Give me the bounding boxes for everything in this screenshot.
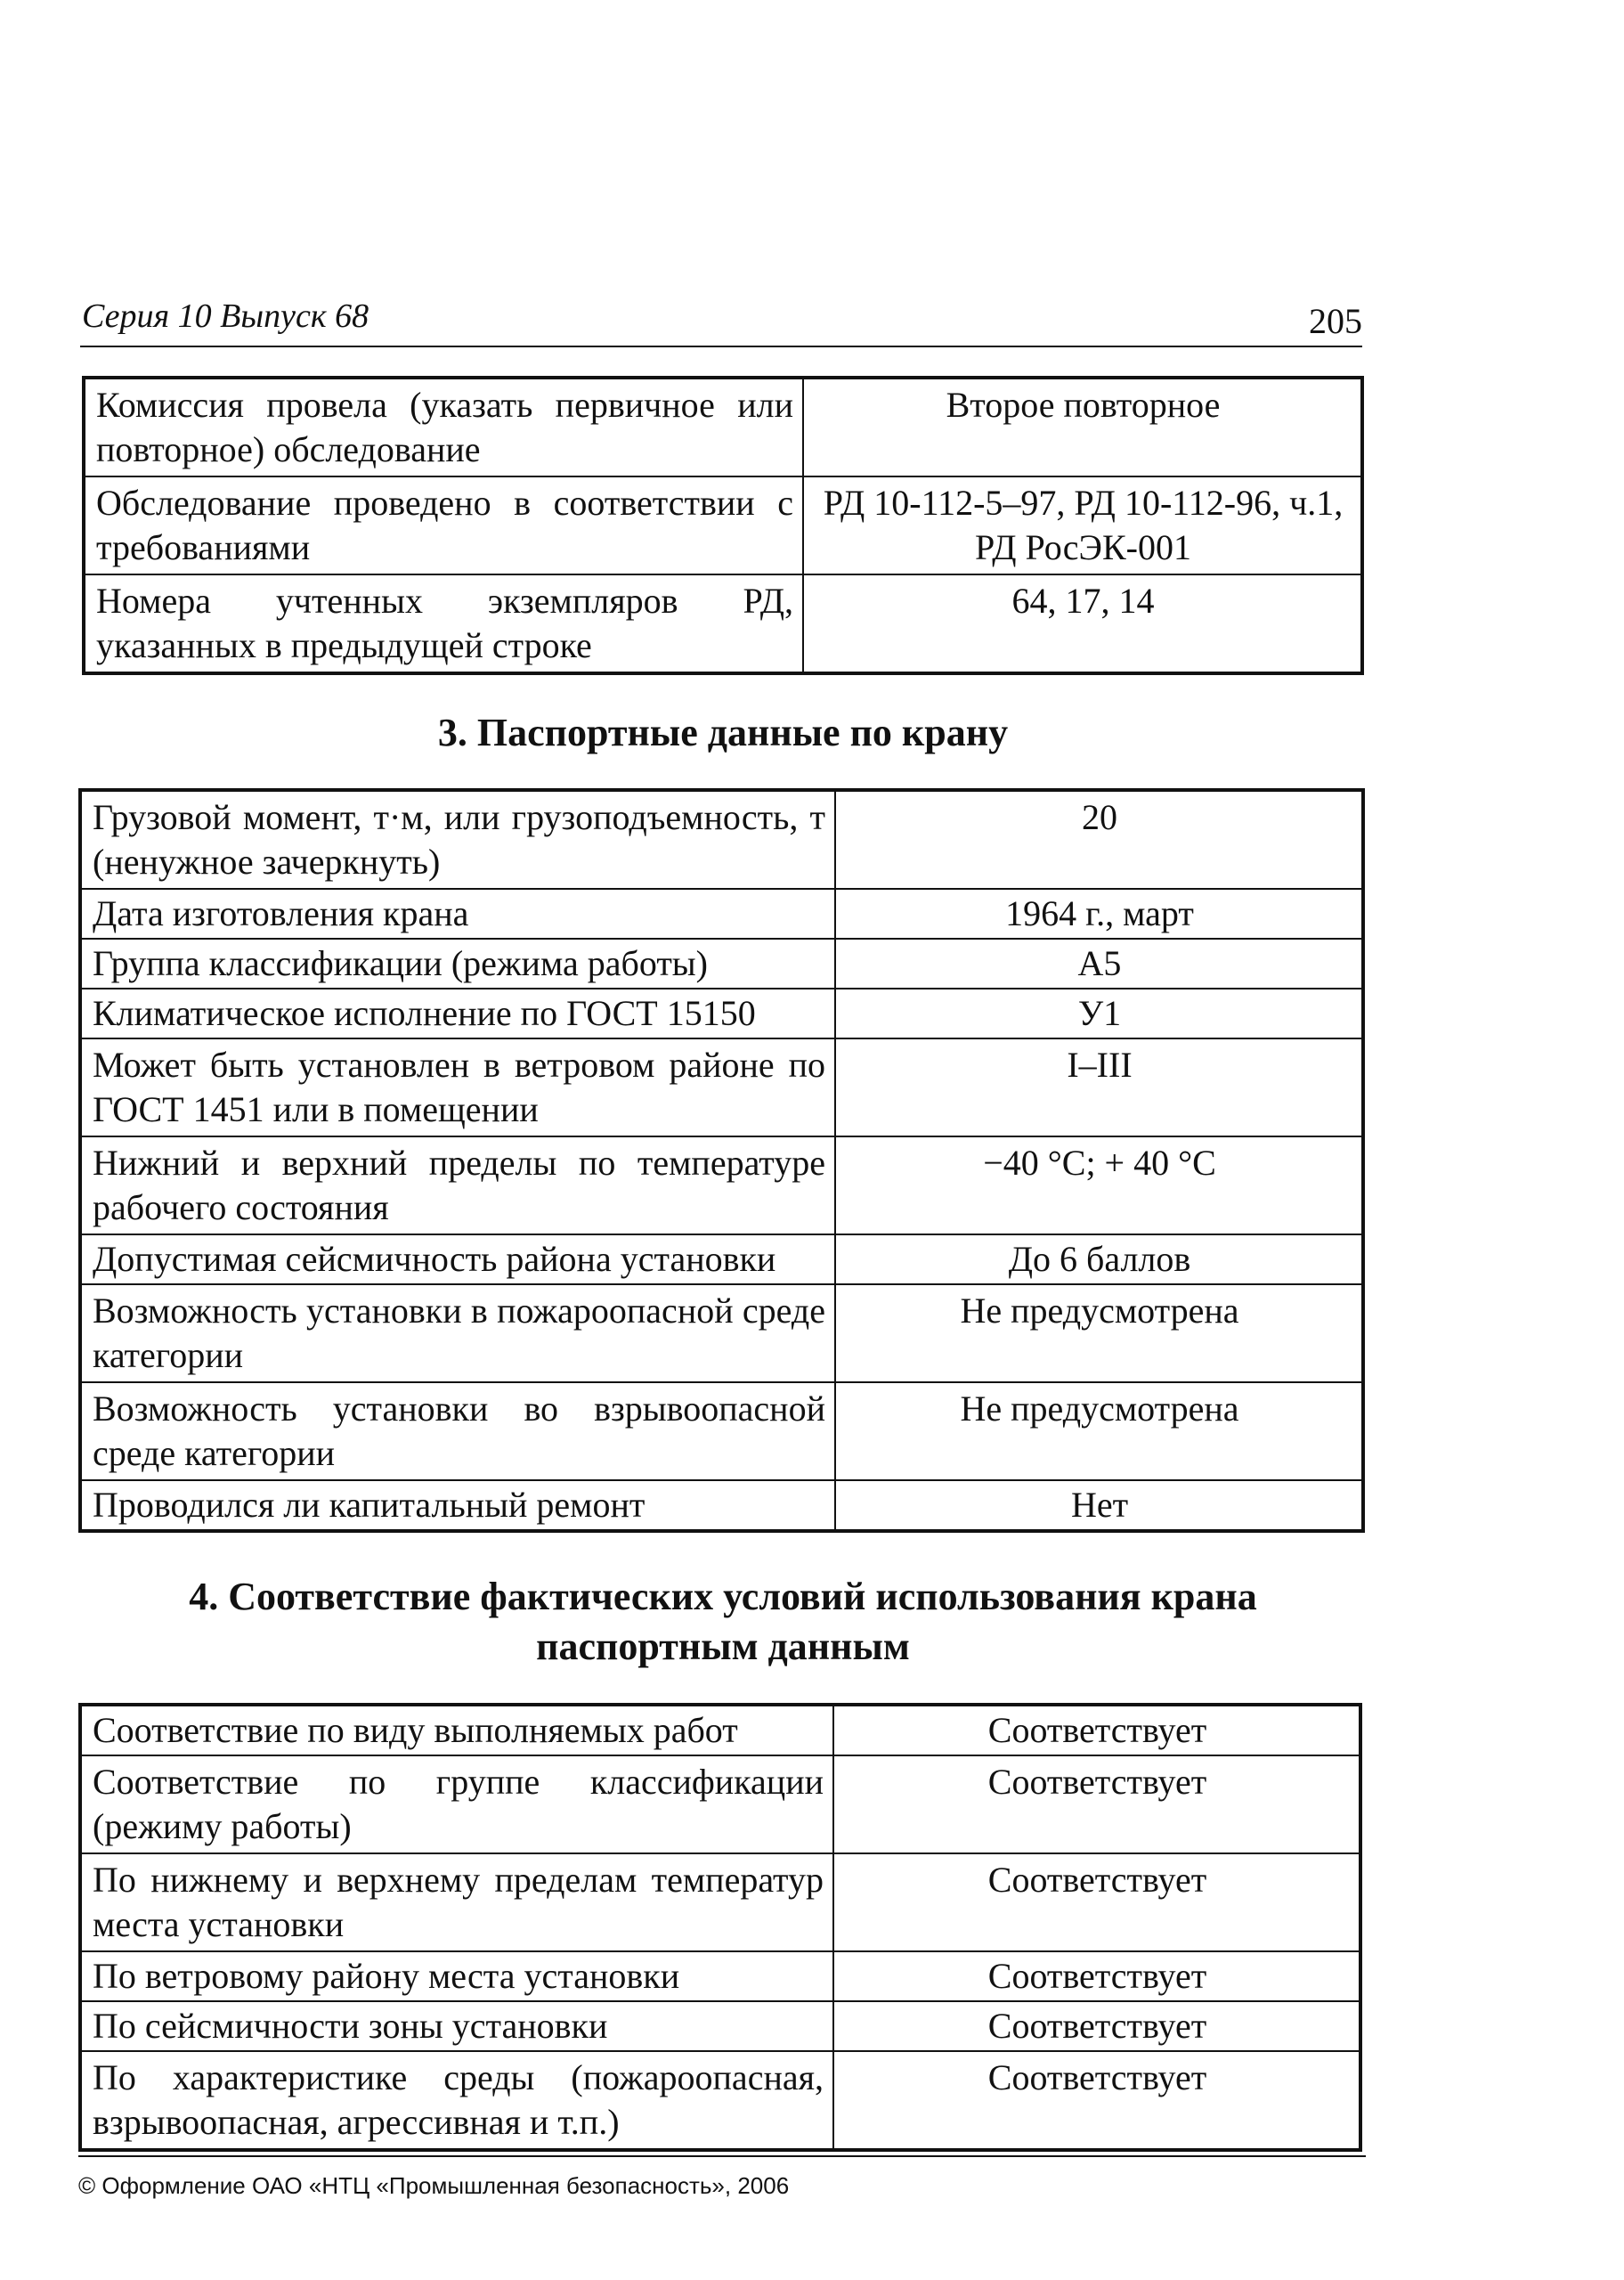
row-label: Обследование проведено в соответствии с требованиями [84,476,803,574]
series-title: Серия 10 Выпуск 68 [82,297,369,335]
table-row [80,1234,1363,1284]
row-value: Соответствует [833,2051,1360,2150]
row-value: Второе повторное [803,378,1362,476]
section-4-title: 4. Соответствие фактических условий использования крана паспортным данным [189,1575,1257,1668]
copyright-footer: © Оформление ОАО «НТЦ «Промышленная безопасность», 2006 [78,2172,790,2199]
table-row [80,1705,1360,1755]
table-row [80,1755,1360,1853]
table-row [80,2051,1360,2150]
table-row [80,790,1363,889]
page-number: 205 [1309,301,1362,341]
row-value: Не предусмотрена [835,1382,1363,1480]
conformity-table [78,1703,1362,2152]
table-row [80,939,1363,989]
row-label: По нижнему и верхнему пределам температур места установки [80,1853,833,1951]
table-row [80,2001,1360,2051]
row-label: Грузовой момент, т·м, или грузоподъемность, т (ненужное зачеркнуть) [80,790,835,889]
table-row [80,1284,1363,1382]
table-row [80,1382,1363,1480]
row-label: Нижний и верхний пределы по температуре рабочего состояния [80,1136,835,1234]
row-label: Может быть установлен в ветровом районе по ГОСТ 1451 или в помещении [80,1038,835,1136]
row-label: Проводился ли капитальный ремонт [80,1480,835,1531]
table-row [80,1136,1363,1234]
row-label: Климатическое исполнение по ГОСТ 15150 [80,989,835,1038]
row-label: По ветровому району места установки [80,1951,833,2001]
row-label: По сейсмичности зоны установки [80,2001,833,2051]
row-label: Номера учтенных экземпляров РД, указанных в предыдущей строке [84,574,803,673]
row-value: Соответствует [833,2001,1360,2051]
row-label: Группа классификации (режима работы) [80,939,835,989]
row-value: Соответствует [833,1705,1360,1755]
row-value: 1964 г., март [835,889,1363,939]
row-value: I–III [835,1038,1363,1136]
table-row [80,989,1363,1038]
row-label: Соответствие по группе классификации (режиму работы) [80,1755,833,1853]
running-header [80,294,1362,347]
row-label: Возможность установки в пожароопасной среде категории [80,1284,835,1382]
row-value: 64, 17, 14 [803,574,1362,673]
table-row [80,1853,1360,1951]
row-value: У1 [835,989,1363,1038]
row-label: Допустимая сейсмичность района установки [80,1234,835,1284]
table-row [84,574,1362,673]
row-label: Соответствие по виду выполняемых работ [80,1705,833,1755]
row-value: Соответствует [833,1853,1360,1951]
row-label: Возможность установки во взрывоопасной среде категории [80,1382,835,1480]
table-row [84,378,1362,476]
row-label: Дата изготовления крана [80,889,835,939]
row-label: По характеристике среды (пожароопасная, взрывоопасная, агрессивная и т.п.) [80,2051,833,2150]
passport-data-table [78,788,1365,1533]
row-value: 20 [835,790,1363,889]
row-value: До 6 баллов [835,1234,1363,1284]
row-value: Нет [835,1480,1363,1531]
row-value: Соответствует [833,1951,1360,2001]
row-value: А5 [835,939,1363,989]
row-value: −40 °С; + 40 °С [835,1136,1363,1234]
table-row [80,889,1363,939]
table-row [80,1038,1363,1136]
table-row [80,1480,1363,1531]
survey-table [82,376,1364,675]
row-label: Комиссия провела (указать первичное или повторное) обследование [84,378,803,476]
row-value: Не предусмотрена [835,1284,1363,1382]
footer-divider [78,2155,1366,2157]
section-3-title: 3. Паспортные данные по крану [437,711,1009,754]
table-row [80,1951,1360,2001]
table-row [84,476,1362,574]
row-value: РД 10-112-5–97, РД 10-112-96, ч.1, РД РосЭК-001 [803,476,1362,574]
row-value: Соответствует [833,1755,1360,1853]
